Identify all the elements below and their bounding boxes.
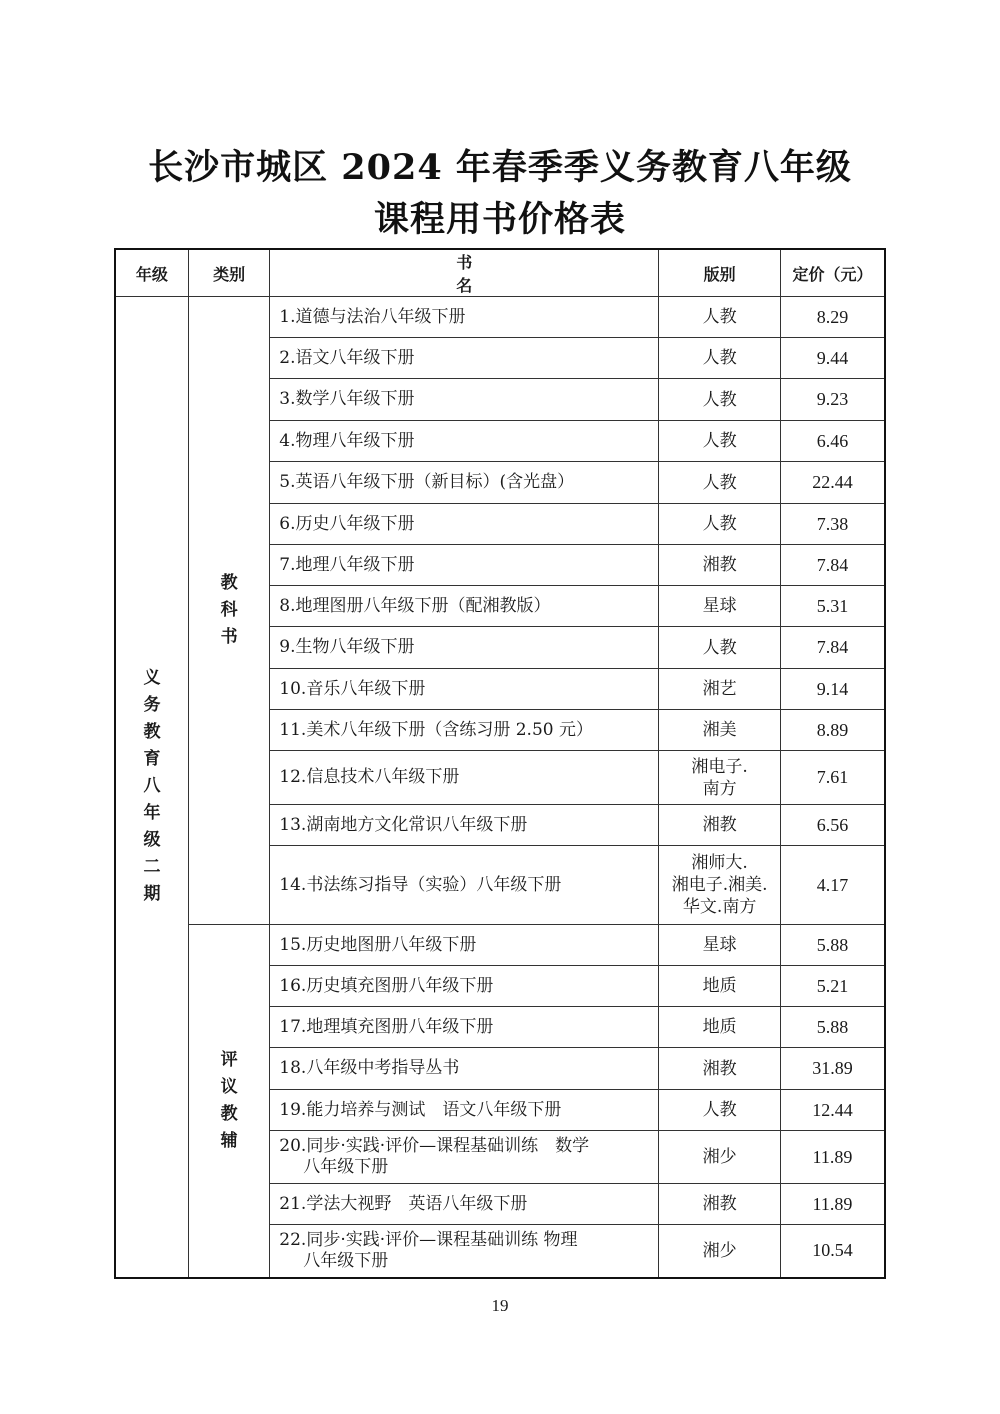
book-name: 16.历史填充图册八年级下册 — [279, 975, 494, 996]
price-cell: 22.44 — [780, 462, 885, 504]
price-cell: 11.89 — [780, 1131, 885, 1184]
book-name-cell — [270, 297, 659, 338]
price-cell: 7.61 — [780, 751, 885, 805]
publisher-cell — [659, 1225, 781, 1278]
publisher-line: 人教 — [702, 514, 737, 534]
book-name-cell — [270, 338, 659, 379]
grade-label-char: 八 — [143, 776, 161, 797]
category-label-char: 教 — [220, 573, 238, 593]
grade-label-char: 务 — [143, 695, 161, 716]
category-label-char: 书 — [220, 627, 238, 647]
book-name-cell — [270, 710, 659, 751]
table-body — [115, 297, 885, 1278]
price-cell: 8.29 — [780, 297, 885, 338]
book-name-cell — [270, 627, 659, 669]
book-name-cell — [270, 966, 659, 1007]
price-cell: 9.44 — [780, 338, 885, 379]
publisher-cell — [659, 1131, 781, 1184]
document-title-line-2: 课程用书价格表 — [373, 199, 626, 240]
price-cell: 5.31 — [780, 586, 885, 627]
header-publisher: 版别 — [659, 249, 781, 297]
book-name: 20.同步·实践·评价—课程基础训练 数学 — [279, 1136, 590, 1156]
grade-label-char: 义 — [143, 668, 161, 689]
book-name: 18.八年级中考指导丛书 — [279, 1058, 460, 1078]
price-cell: 31.89 — [780, 1048, 885, 1090]
publisher-cell — [659, 1048, 781, 1090]
book-name: 5.英语八年级下册（新目标）(含光盘） — [279, 472, 575, 492]
book-name-cell — [270, 846, 659, 925]
book-name: 15.历史地图册八年级下册 — [279, 934, 477, 955]
book-name-continuation: 八年级下册 — [303, 1250, 389, 1271]
category-cell — [188, 925, 269, 1278]
price-cell: 6.46 — [780, 421, 885, 462]
book-name: 6.历史八年级下册 — [279, 513, 415, 534]
grade-label-char: 级 — [143, 830, 161, 851]
header-book-name-part1: 书 — [456, 253, 473, 272]
publisher-cell — [659, 421, 781, 462]
header-book-name-part2: 名 — [456, 276, 473, 295]
book-name-continuation: 八年级下册 — [303, 1157, 389, 1177]
price-cell: 6.56 — [780, 805, 885, 846]
book-name-cell — [270, 805, 659, 846]
publisher-cell — [659, 462, 781, 504]
publisher-cell — [659, 1090, 781, 1131]
price-cell: 9.23 — [780, 379, 885, 421]
grade-cell — [115, 297, 188, 1278]
publisher-line: 湘美 — [702, 720, 737, 740]
publisher-line: 湘教 — [702, 815, 737, 835]
document-title-line-1: 长沙市城区 2024 年春季季义务教育八年级 — [148, 147, 852, 188]
book-name-cell — [270, 1184, 659, 1225]
publisher-cell — [659, 669, 781, 710]
book-name-cell — [270, 1048, 659, 1090]
book-name: 8.地理图册八年级下册（配湘教版） — [279, 595, 551, 616]
publisher-cell — [659, 710, 781, 751]
publisher-line: 湘教 — [702, 555, 737, 575]
book-name-cell — [270, 1007, 659, 1048]
book-name-cell — [270, 504, 659, 545]
book-name-cell — [270, 1225, 659, 1278]
publisher-line: 人教 — [702, 431, 737, 451]
publisher-line: 人教 — [702, 307, 737, 327]
publisher-line: 湘教 — [702, 1058, 737, 1079]
publisher-cell — [659, 1184, 781, 1225]
book-name: 2.语文八年级下册 — [279, 347, 415, 368]
publisher-cell — [659, 1007, 781, 1048]
price-cell: 5.21 — [780, 966, 885, 1007]
header-book-name — [270, 249, 659, 297]
price-cell: 10.54 — [780, 1225, 885, 1278]
header-price: 定价（元） — [780, 249, 885, 297]
publisher-cell — [659, 297, 781, 338]
book-name: 9.生物八年级下册 — [279, 637, 415, 657]
category-label-char: 评 — [220, 1049, 238, 1070]
book-name: 13.湖南地方文化常识八年级下册 — [279, 814, 528, 835]
publisher-line: 湘电子.湘美. — [671, 875, 768, 895]
grade-label-char: 年 — [143, 803, 161, 824]
publisher-line: 湘电子. — [691, 756, 748, 777]
publisher-cell — [659, 966, 781, 1007]
publisher-cell — [659, 627, 781, 669]
price-cell: 5.88 — [780, 925, 885, 966]
publisher-cell — [659, 504, 781, 545]
book-name: 10.音乐八年级下册 — [279, 678, 426, 699]
page-number: 19 — [491, 1296, 509, 1315]
publisher-line: 星球 — [702, 596, 737, 616]
publisher-line: 湘少 — [702, 1240, 737, 1261]
category-label-char: 辅 — [220, 1130, 238, 1151]
price-table — [114, 248, 886, 1279]
book-name-cell — [270, 379, 659, 421]
publisher-cell — [659, 338, 781, 379]
publisher-cell — [659, 379, 781, 421]
book-name: 12.信息技术八年级下册 — [279, 767, 460, 787]
publisher-line: 湘少 — [702, 1147, 737, 1167]
book-name: 22.同步·实践·评价—课程基础训练 物理 — [279, 1229, 578, 1250]
publisher-cell — [659, 805, 781, 846]
book-name-cell — [270, 462, 659, 504]
book-name-cell — [270, 751, 659, 805]
category-label-char: 科 — [220, 600, 238, 620]
price-cell: 11.89 — [780, 1184, 885, 1225]
book-name: 3.数学八年级下册 — [279, 389, 415, 409]
price-cell: 5.88 — [780, 1007, 885, 1048]
publisher-line: 地质 — [702, 1017, 737, 1037]
book-name-cell — [270, 545, 659, 586]
header-category: 类别 — [188, 249, 269, 297]
grade-label-char: 育 — [143, 749, 161, 770]
price-cell: 8.89 — [780, 710, 885, 751]
book-name: 4.物理八年级下册 — [279, 430, 415, 451]
book-name: 11.美术八年级下册（含练习册 2.50 元） — [279, 719, 593, 740]
price-cell: 9.14 — [780, 669, 885, 710]
publisher-cell — [659, 925, 781, 966]
publisher-line: 人教 — [702, 389, 737, 410]
book-name-cell — [270, 1090, 659, 1131]
book-name: 1.道德与法治八年级下册 — [279, 306, 466, 327]
category-label-char: 教 — [220, 1103, 238, 1124]
publisher-cell — [659, 545, 781, 586]
publisher-line: 湘教 — [702, 1194, 737, 1214]
publisher-line: 南方 — [702, 778, 737, 799]
publisher-line: 人教 — [702, 348, 737, 368]
table-row — [115, 297, 885, 338]
book-name: 19.能力培养与测试 语文八年级下册 — [279, 1099, 562, 1120]
grade-label-char: 教 — [143, 722, 161, 743]
price-cell: 4.17 — [780, 846, 885, 925]
publisher-line: 湘师大. — [691, 853, 748, 873]
book-name-cell — [270, 1131, 659, 1184]
publisher-cell — [659, 586, 781, 627]
publisher-cell — [659, 751, 781, 805]
publisher-line: 人教 — [702, 637, 737, 658]
publisher-line: 湘艺 — [702, 679, 737, 699]
price-cell: 7.38 — [780, 504, 885, 545]
price-cell: 7.84 — [780, 545, 885, 586]
price-cell: 12.44 — [780, 1090, 885, 1131]
publisher-line: 地质 — [702, 976, 737, 996]
publisher-line: 星球 — [702, 935, 737, 955]
book-name: 14.书法练习指导（实验）八年级下册 — [279, 874, 562, 895]
book-name: 21.学法大视野 英语八年级下册 — [279, 1193, 528, 1214]
price-cell: 7.84 — [780, 627, 885, 669]
grade-label-char: 二 — [143, 857, 161, 878]
book-name: 17.地理填充图册八年级下册 — [279, 1016, 494, 1037]
header-grade: 年级 — [115, 249, 188, 297]
table-header-row — [115, 249, 885, 297]
book-name: 7.地理八年级下册 — [279, 554, 415, 575]
book-name-cell — [270, 669, 659, 710]
table-row — [115, 925, 885, 966]
book-name-cell — [270, 925, 659, 966]
category-cell — [188, 297, 269, 925]
publisher-line: 人教 — [702, 1100, 737, 1120]
publisher-line: 人教 — [702, 472, 737, 493]
publisher-line: 华文.南方 — [682, 897, 757, 917]
grade-label-char: 期 — [143, 884, 161, 905]
category-label-char: 议 — [220, 1076, 238, 1097]
book-name-cell — [270, 586, 659, 627]
publisher-cell — [659, 846, 781, 925]
book-name-cell — [270, 421, 659, 462]
